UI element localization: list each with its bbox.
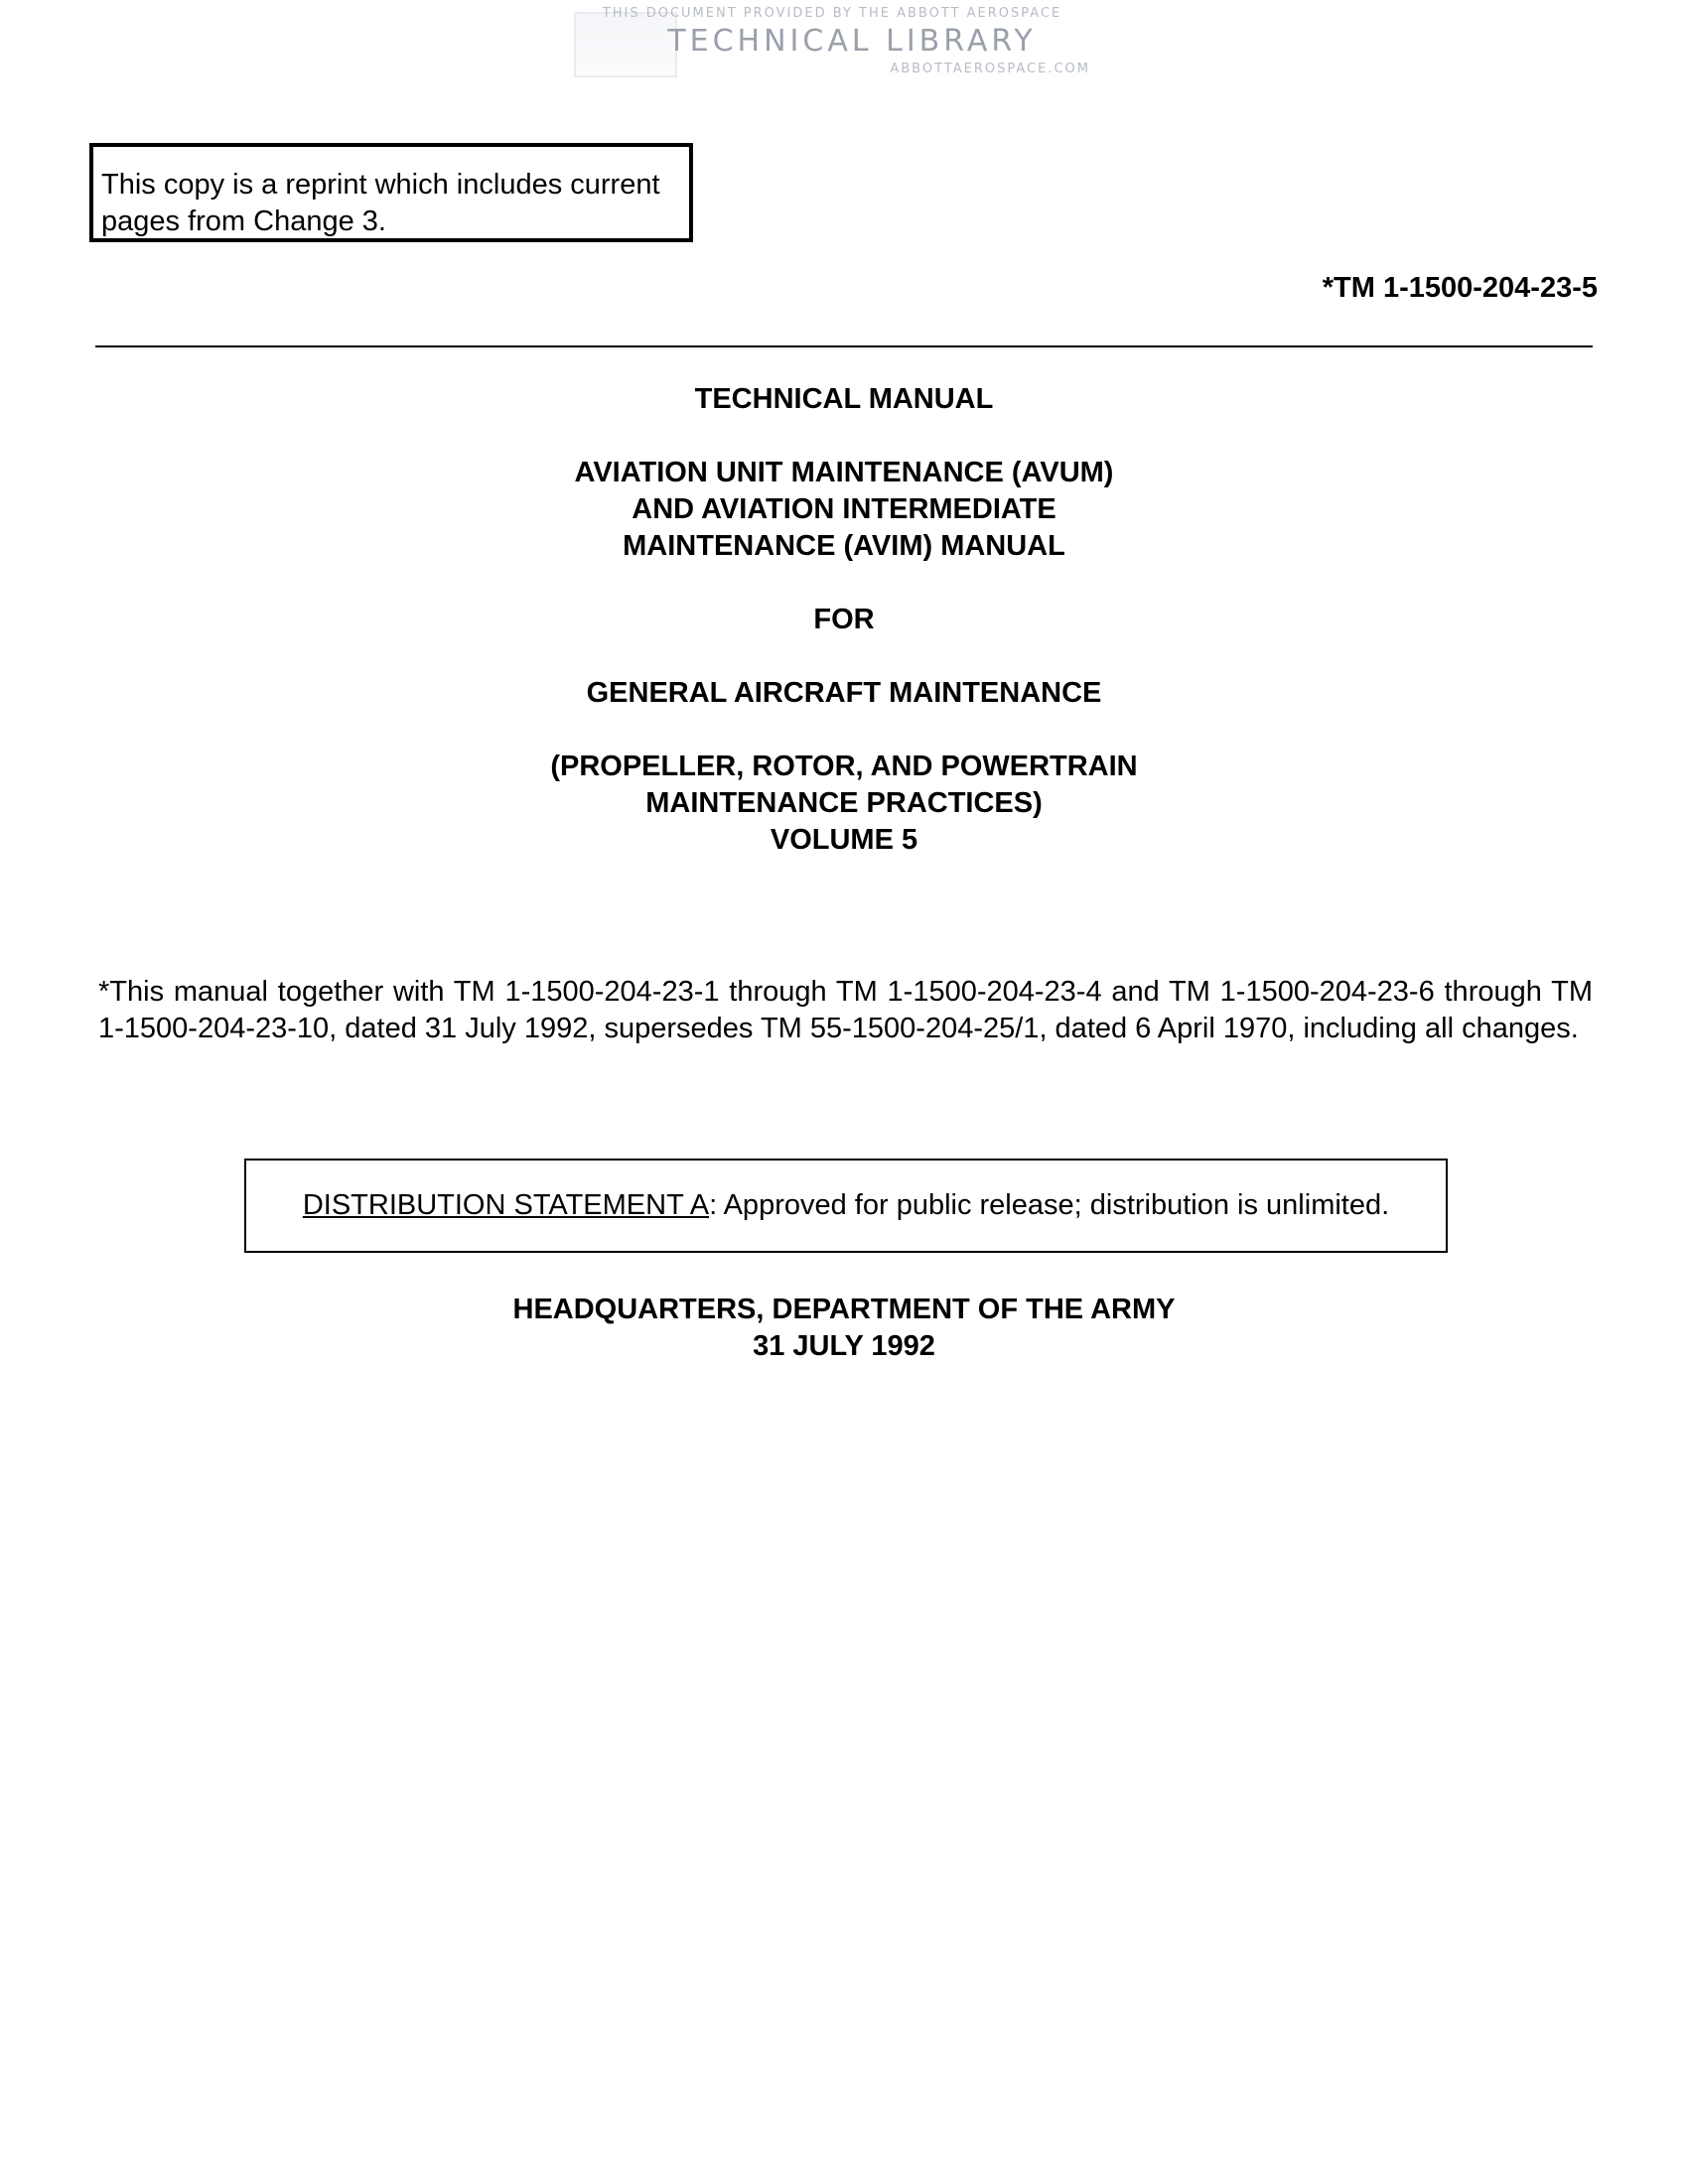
distribution-statement-label: DISTRIBUTION STATEMENT A [302, 1189, 710, 1221]
doc-type-text: TECHNICAL MANUAL [694, 383, 994, 415]
manual-title [149, 455, 1539, 565]
manual-title-line: AND AVIATION INTERMEDIATE [632, 493, 1056, 525]
scope-line: (PROPELLER, ROTOR, AND POWERTRAIN [550, 751, 1138, 782]
doc-type-heading [149, 381, 1539, 418]
supersede-notice: *This manual together with TM 1-1500-204-23-1 through TM 1-1500-204-23-4 and TM 1-1500-204-23-6 through TM 1-1500-204-23-10, dated 31 July 1992, supersedes TM 55-1500-204-25/1, dated 6 April 1970, including all changes. [98, 976, 1593, 1044]
issue-date: 31 JULY 1992 [753, 1330, 935, 1362]
scope-line: MAINTENANCE PRACTICES) [645, 787, 1043, 819]
for-text: FOR [813, 604, 875, 635]
issuer-block [149, 1292, 1539, 1365]
reprint-notice-box [89, 143, 693, 242]
watermark-library-text: TECHNICAL LIBRARY [667, 24, 1037, 59]
reprint-notice-text: This copy is a reprint which includes current pages from Change 3. [101, 169, 660, 237]
distribution-statement-text: : Approved for public release; distribution is unlimited. [709, 1189, 1390, 1221]
subject-text: GENERAL AIRCRAFT MAINTENANCE [586, 677, 1102, 709]
tm-number: *TM 1-1500-204-23-5 [1322, 272, 1598, 304]
watermark-provider-text: THIS DOCUMENT PROVIDED BY THE ABBOTT AEROSPACE [602, 6, 1062, 21]
subject-heading [149, 675, 1539, 712]
for-heading [149, 602, 1539, 638]
manual-title-line: MAINTENANCE (AVIM) MANUAL [623, 530, 1065, 562]
volume-line: VOLUME 5 [770, 824, 918, 856]
watermark-logo [574, 4, 1090, 75]
manual-title-line: AVIATION UNIT MAINTENANCE (AVUM) [574, 457, 1114, 488]
scope-heading [149, 749, 1539, 859]
issuer-text: HEADQUARTERS, DEPARTMENT OF THE ARMY [512, 1294, 1176, 1325]
watermark-url-text: ABBOTTAEROSPACE.COM [890, 62, 1090, 76]
distribution-statement-box [244, 1159, 1448, 1253]
horizontal-rule [95, 345, 1593, 347]
